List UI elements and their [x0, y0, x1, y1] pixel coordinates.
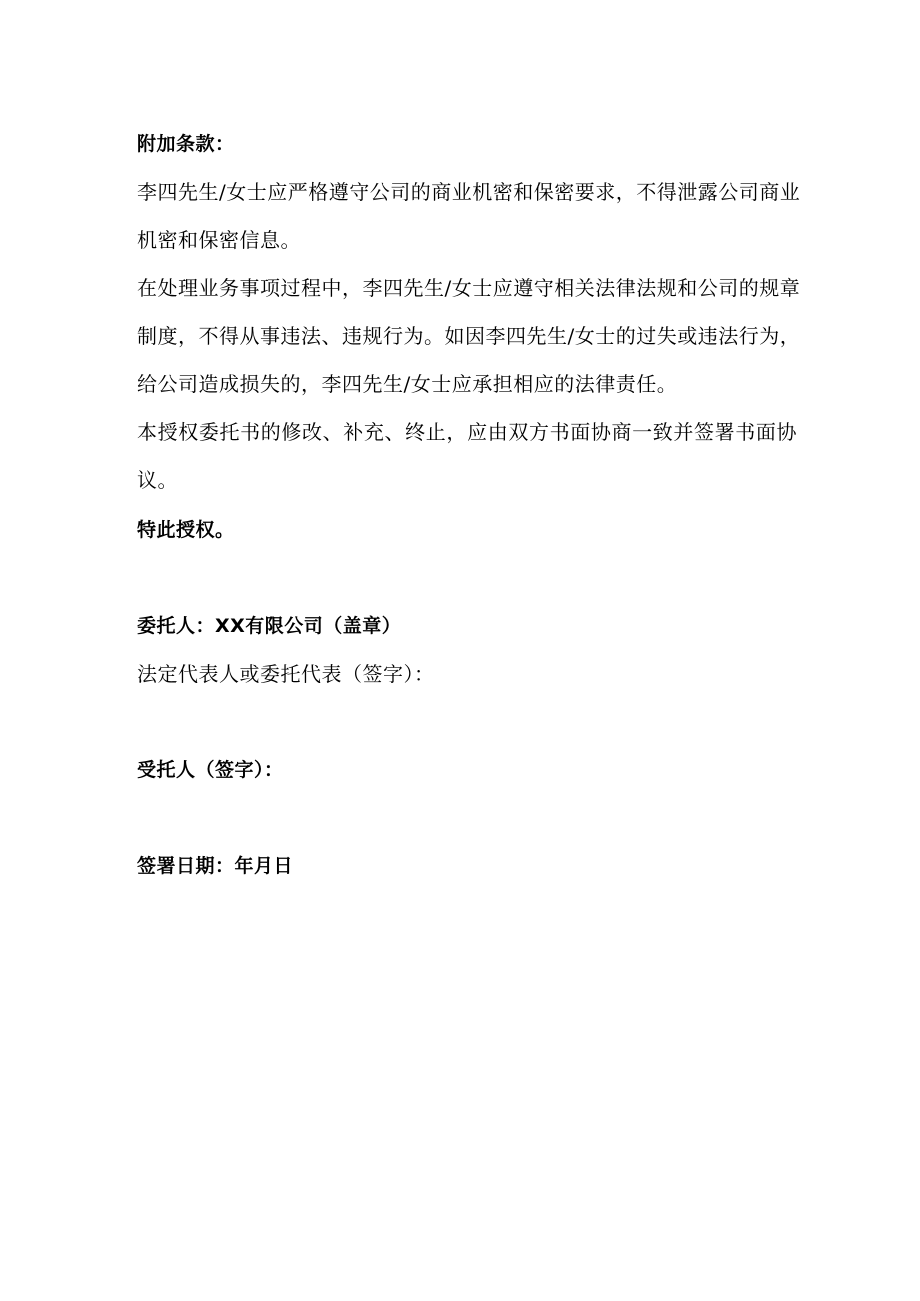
compliance-clause-line-2: 制度，不得从事违法、违规行为。如因李四先生/女士的过失或违法行为，: [137, 324, 801, 348]
amendment-clause-line-2: 议。: [137, 468, 178, 492]
closing-statement: 特此授权。: [137, 519, 235, 541]
confidentiality-clause-line-2: 机密和保密信息。: [137, 228, 301, 252]
compliance-clause-line-1: 在处理业务事项过程中，李四先生/女士应遵守相关法律法规和公司的规章: [137, 276, 801, 300]
amendment-clause-line-1: 本授权委托书的修改、补充、终止，应由双方书面协商一致并签署书面协: [137, 420, 797, 444]
signing-date-line: 签署日期：年月日: [137, 855, 294, 877]
additional-terms-heading: 附加条款：: [137, 133, 235, 155]
principal-signature-line: 委托人：XX有限公司（盖章）: [137, 615, 402, 637]
compliance-clause-line-3: 给公司造成损失的，李四先生/女士应承担相应的法律责任。: [137, 372, 678, 396]
legal-representative-signature-line: 法定代表人或委托代表（签字）：: [137, 662, 435, 686]
confidentiality-clause-line-1: 李四先生/女士应严格遵守公司的商业机密和保密要求，不得泄露公司商业: [137, 180, 801, 204]
agent-signature-line: 受托人（签字）：: [137, 759, 284, 781]
